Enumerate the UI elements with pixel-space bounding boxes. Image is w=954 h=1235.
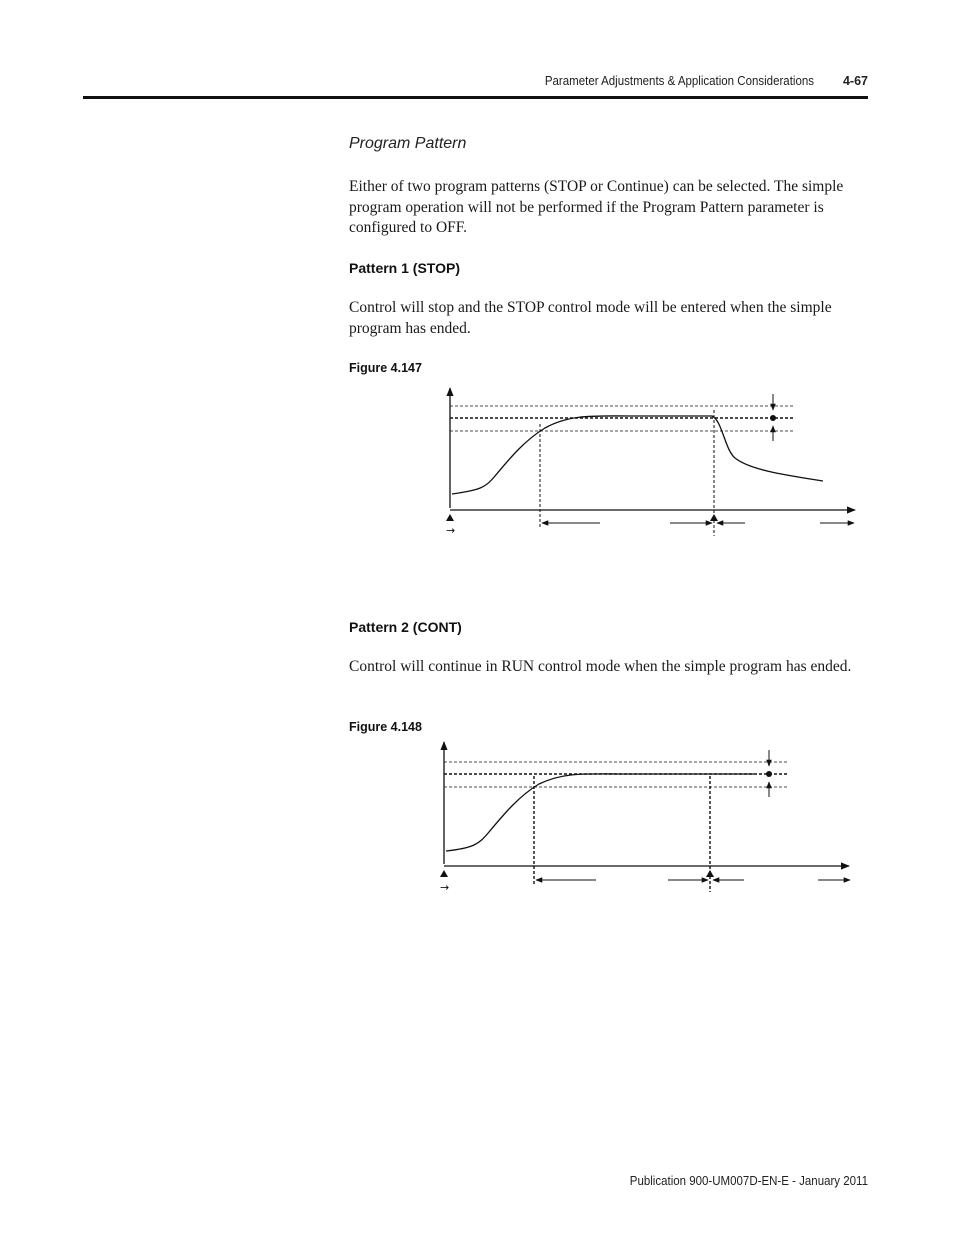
program-end-tick bbox=[710, 514, 718, 521]
figure-4-147-label: Figure 4.147 bbox=[349, 361, 422, 375]
section-title: Program Pattern bbox=[349, 135, 467, 152]
figure-4-148-label: Figure 4.148 bbox=[349, 720, 422, 734]
program-end-tick bbox=[706, 870, 714, 877]
origin-tick bbox=[446, 514, 454, 521]
origin-tick bbox=[440, 870, 448, 877]
section-intro: Either of two program patterns (STOP or Continue) can be selected. The simple program operation will not be performed if the Program Pattern parameter is configured to OFF. bbox=[349, 178, 844, 236]
origin-arrow-glyph: → bbox=[440, 881, 450, 894]
setpoint-dot bbox=[766, 771, 772, 777]
process-value-curve bbox=[446, 774, 754, 851]
pattern2-text: Control will continue in RUN control mode when the simple program has ended. bbox=[349, 658, 852, 675]
running-header-title: Parameter Adjustments & Application Considerations bbox=[544, 74, 814, 88]
pattern2-heading: Pattern 2 (CONT) bbox=[349, 619, 462, 635]
origin-arrow-glyph: → bbox=[446, 524, 456, 537]
figure-4-148-diagram bbox=[424, 736, 864, 896]
pattern1-text: Control will stop and the STOP control mode will be entered when the simple program has ended. bbox=[349, 299, 832, 337]
page-number: 4-67 bbox=[842, 74, 868, 88]
pattern1-heading: Pattern 1 (STOP) bbox=[349, 260, 460, 276]
figure-4-147-diagram bbox=[430, 380, 870, 540]
header-rule bbox=[83, 96, 868, 99]
setpoint-dot bbox=[770, 415, 776, 421]
publication-footer: Publication 900-UM007D-EN-E - January 2011 bbox=[629, 1174, 868, 1188]
process-value-curve bbox=[452, 416, 823, 494]
